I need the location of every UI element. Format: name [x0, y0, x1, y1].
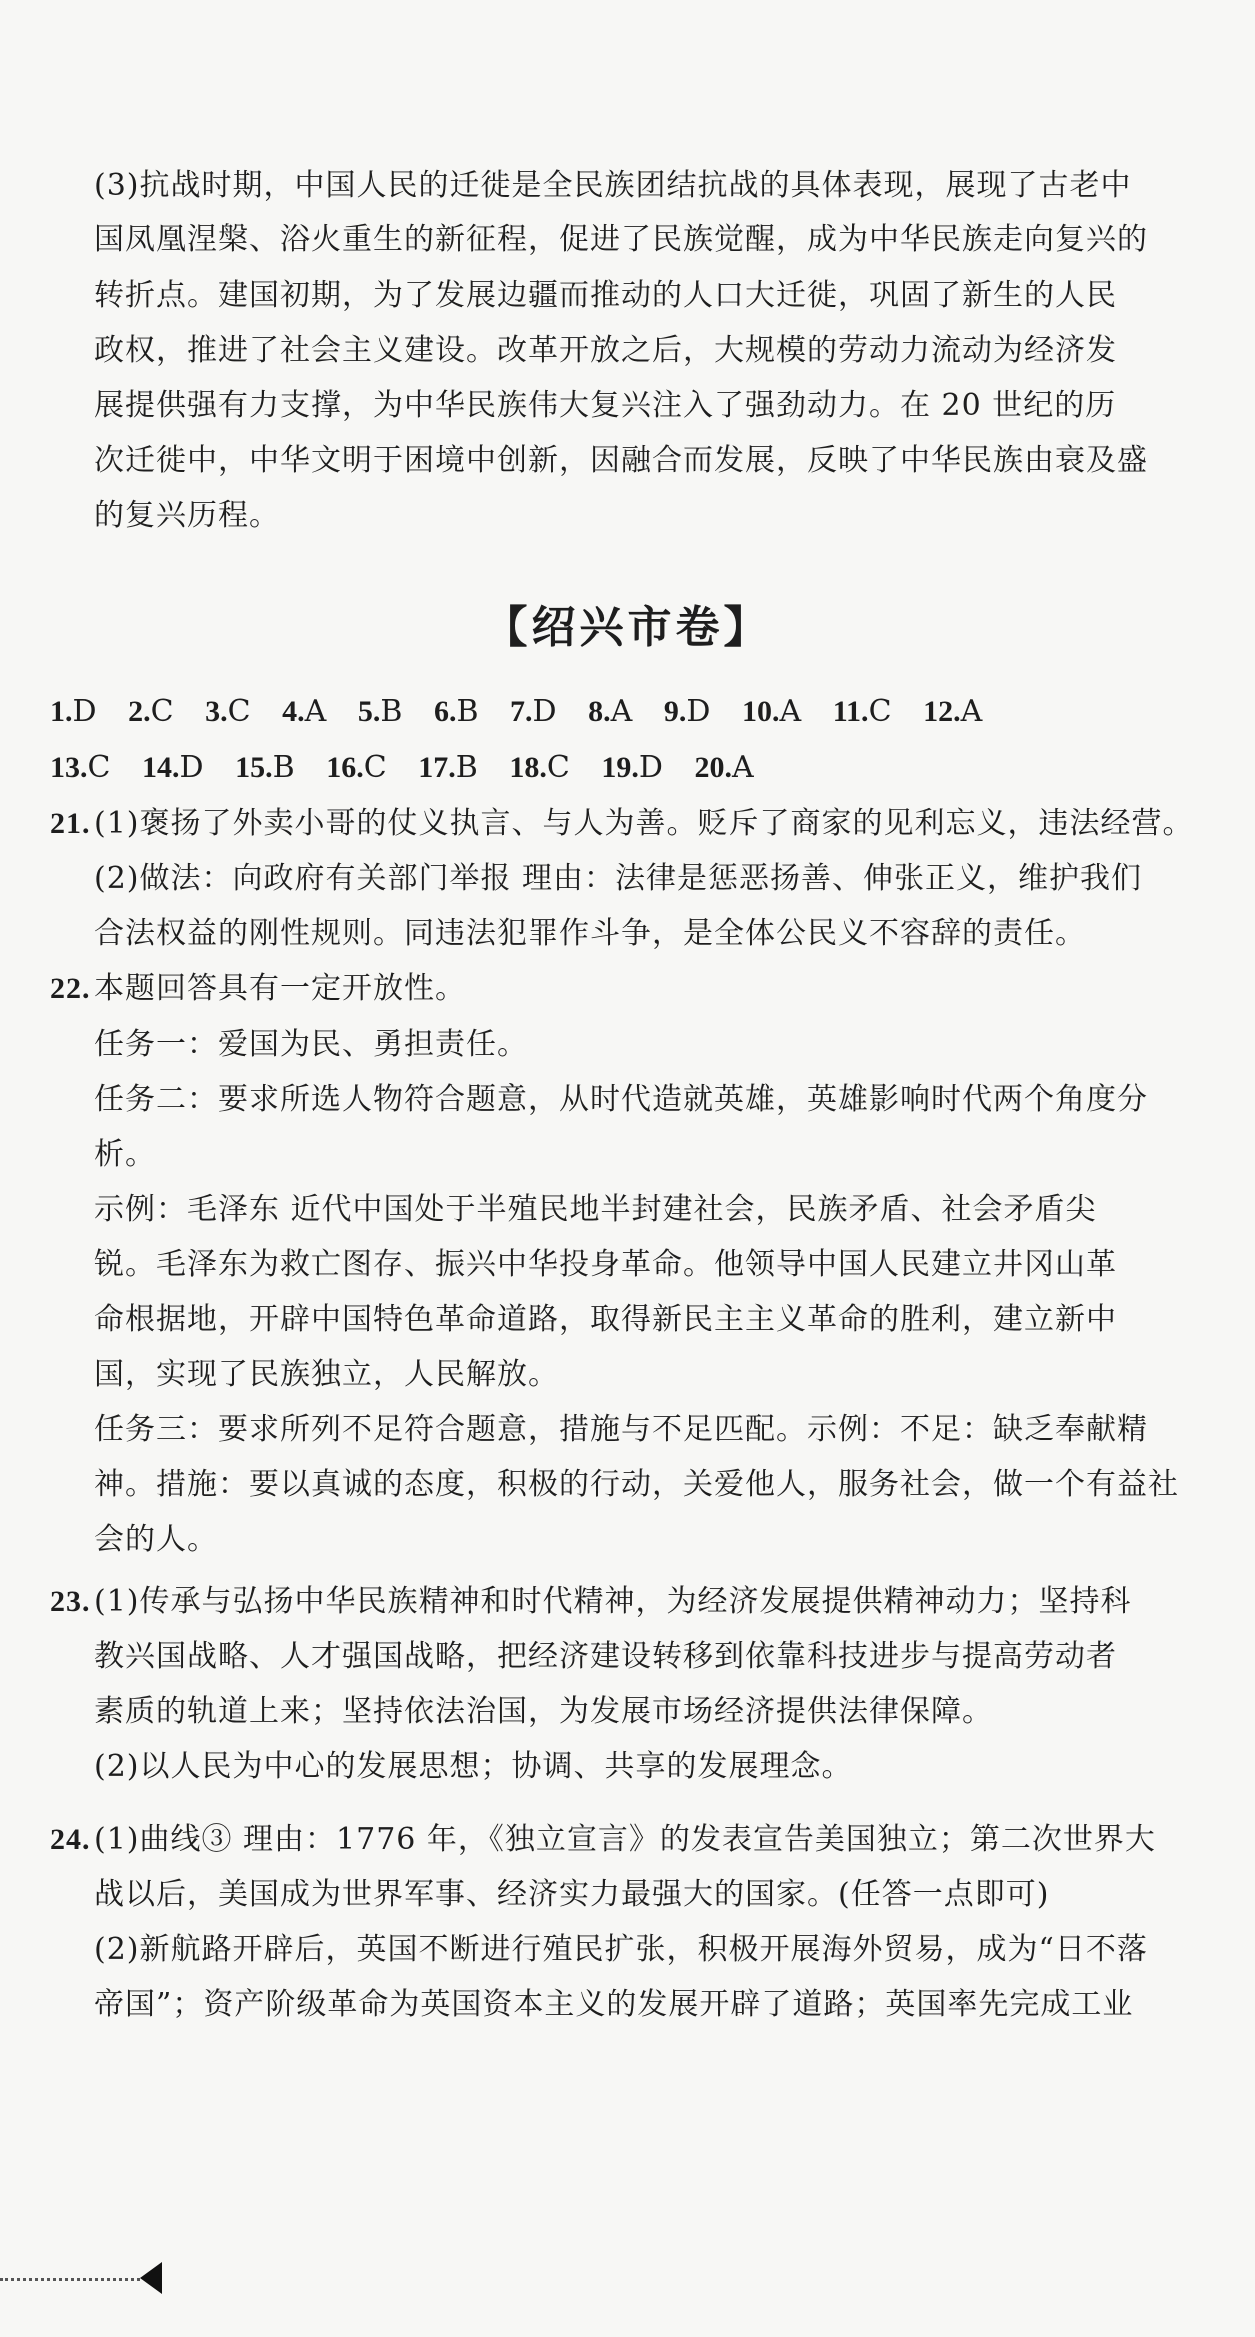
choice-answer: 4.A — [282, 694, 327, 729]
paragraph-line: 展提供强有力支撑，为中华民族伟大复兴注入了强劲动力。在 20 世纪的历 — [94, 388, 1117, 423]
choice-answer: 2.C — [128, 694, 174, 729]
answer-line: (2)做法：向政府有关部门举报 理由：法律是惩恶扬善、伸张正义，维护我们 — [94, 861, 1143, 896]
choice-answer: 15.B — [235, 750, 295, 785]
answer-line: 帝国”；资产阶级革命为英国资本主义的发展开辟了道路；英国率先完成工业 — [94, 1987, 1134, 2022]
page-corner-arrow-icon — [140, 2262, 162, 2294]
choice-answer: 18.C — [509, 750, 570, 785]
answer-line: 素质的轨道上来；坚持依法治国，为发展市场经济提供法律保障。 — [94, 1694, 993, 1729]
choice-answer: 19.D — [601, 750, 663, 785]
answer-line: 任务一：爱国为民、勇担责任。 — [94, 1027, 528, 1062]
question-number: 23. — [50, 1585, 91, 1618]
choice-answer: 10.A — [741, 694, 802, 729]
paragraph-line: 政权，推进了社会主义建设。改革开放之后，大规模的劳动力流动为经济发 — [94, 333, 1117, 368]
choice-answers-row-2 — [50, 748, 776, 788]
footer-dotted-rule — [0, 2278, 140, 2281]
answer-line: (2)以人民为中心的发展思想；协调、共享的发展理念。 — [94, 1749, 853, 1784]
choice-answer: 9.D — [663, 694, 711, 729]
question-number: 21. — [50, 807, 91, 840]
question-number: 24. — [50, 1823, 91, 1856]
answer-line: 本题回答具有一定开放性。 — [94, 971, 466, 1006]
choice-answer: 1.D — [50, 694, 97, 729]
answer-line: (1)曲线③ 理由：1776 年，《独立宣言》的发表宣告美国独立；第二次世界大 — [94, 1822, 1156, 1857]
answer-line: 神。措施：要以真诚的态度，积极的行动，关爱他人，服务社会，做一个有益社 — [94, 1467, 1179, 1502]
answer-line: 战以后，美国成为世界军事、经济实力最强大的国家。(任答一点即可) — [94, 1877, 1050, 1912]
question-number: 22. — [50, 972, 91, 1005]
choice-answers-row-1 — [50, 692, 1004, 732]
choice-answer: 11.C — [832, 694, 892, 729]
answer-line: (1)褒扬了外卖小哥的仗义执言、与人为善。贬斥了商家的见利忘义，违法经营。 — [94, 806, 1194, 841]
choice-answer: 3.C — [205, 694, 251, 729]
choice-answer: 17.B — [418, 750, 478, 785]
paragraph-line: 的复兴历程。 — [94, 498, 280, 533]
answer-line: 国，实现了民族独立，人民解放。 — [94, 1357, 559, 1392]
paragraph-line: (3)抗战时期，中国人民的迁徙是全民族团结抗战的具体表现，展现了古老中 — [94, 168, 1132, 203]
choice-answer: 8.A — [588, 694, 633, 729]
choice-answer: 5.B — [357, 694, 403, 729]
answer-line: 会的人。 — [94, 1522, 218, 1557]
answer-line: (2)新航路开辟后，英国不断进行殖民扩张，积极开展海外贸易，成为“日不落 — [94, 1932, 1148, 1967]
answer-line: 命根据地，开辟中国特色革命道路，取得新民主主义革命的胜利，建立新中 — [94, 1302, 1117, 1337]
answer-line: 教兴国战略、人才强国战略，把经济建设转移到依靠科技进步与提高劳动者 — [94, 1639, 1117, 1674]
choice-answer: 7.D — [510, 694, 557, 729]
paragraph-line: 次迁徙中，中华文明于困境中创新，因融合而发展，反映了中华民族由衰及盛 — [94, 443, 1148, 478]
choice-answer: 6.B — [433, 694, 479, 729]
answer-line: 任务二：要求所选人物符合题意，从时代造就英雄，英雄影响时代两个角度分 — [94, 1082, 1148, 1117]
answer-line: 任务三：要求所列不足符合题意，措施与不足匹配。示例：不足：缺乏奉献精 — [94, 1412, 1148, 1447]
answer-line: (1)传承与弘扬中华民族精神和时代精神，为经济发展提供精神动力；坚持科 — [94, 1584, 1132, 1619]
section-title: 【绍兴市卷】 — [483, 602, 772, 653]
answer-line: 示例：毛泽东 近代中国处于半殖民地半封建社会，民族矛盾、社会矛盾尖 — [94, 1192, 1097, 1227]
choice-answer: 16.C — [326, 750, 387, 785]
answer-line: 合法权益的刚性规则。同违法犯罪作斗争，是全体公民义不容辞的责任。 — [94, 916, 1086, 951]
answer-line: 锐。毛泽东为救亡图存、振兴中华投身革命。他领导中国人民建立井冈山革 — [94, 1247, 1117, 1282]
paragraph-line: 转折点。建国初期，为了发展边疆而推动的人口大迁徙，巩固了新生的人民 — [94, 278, 1117, 313]
choice-answer: 14.D — [142, 750, 204, 785]
paragraph-line: 国凤凰涅槃、浴火重生的新征程，促进了民族觉醒，成为中华民族走向复兴的 — [94, 222, 1148, 257]
choice-answer: 12.A — [923, 694, 983, 729]
choice-answer: 13.C — [50, 750, 111, 785]
choice-answer: 20.A — [694, 750, 754, 785]
answer-line: 析。 — [94, 1137, 156, 1172]
